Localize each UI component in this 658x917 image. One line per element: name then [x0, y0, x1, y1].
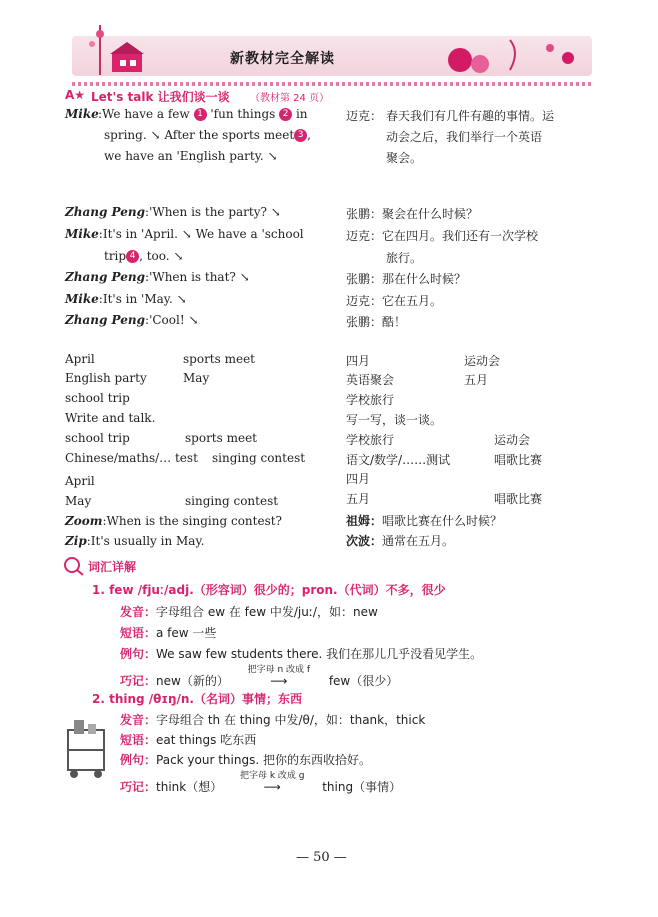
vocab-en: school trip [65, 431, 130, 445]
vocab-cn: 祖姆：唱歌比赛在什么时候？ [346, 514, 503, 528]
vocab-en: singing contest [212, 451, 306, 465]
vocab-en: Zip:It's usually in May. [65, 534, 205, 548]
vocab-cn: 四月 [346, 472, 371, 486]
vocab-en: Zoom:When is the singing contest? [65, 514, 282, 528]
cn-speaker: 迈克： [346, 109, 383, 123]
vocab-en: singing contest [185, 494, 279, 508]
word-tip: 巧记：new（新的） 把字母 n 改成 f ⟶ few（很少） [120, 665, 399, 688]
vocab-cn: 五月 [346, 492, 371, 506]
cart-illustration [62, 712, 112, 780]
section-ref: （教材第 24 页） [250, 93, 330, 104]
cn-line: 张鹏：酷！ [346, 315, 407, 329]
word-phrase: 短语：a few 一些 [120, 626, 217, 640]
word-pron: 发音：字母组合 ew 在 few 中发/juː/，如：new [120, 605, 378, 619]
vocab-en: sports meet [185, 431, 257, 445]
dialog-line: spring. ↘ After the sports meet 3 , [104, 128, 311, 142]
vocab-cn: 英语聚会 [346, 373, 395, 387]
dialog-line: trip 4 , too. ↘ [104, 249, 184, 263]
section-marker: A★ [65, 88, 86, 102]
header-title: 新教材完全解读 [230, 51, 335, 67]
header-dots [72, 82, 592, 86]
cn-line: 聚会。 [386, 151, 423, 165]
dialog-line: Mike:It's in 'April. ↘ We have a 'school [65, 227, 304, 241]
word-tip: 巧记：think（想） 把字母 k 改成 g ⟶ thing（事情） [120, 771, 402, 794]
word-entry-thing: 2. thing /θɪŋ/n.（名词）事情；东西 [92, 692, 302, 706]
word-entry-few: 1. few /fjuː/adj.（形容词）很少的；pron.（代词）不多，很少 [92, 583, 446, 597]
vocab-en: April [65, 474, 95, 488]
word-example: 例句：Pack your things. 把你的东西收拾好。 [120, 753, 371, 767]
cn-line: 迈克：它在四月。我们还有一次学校 [346, 229, 539, 243]
cn-line: 旅行。 [386, 251, 423, 265]
vocab-cn: 唱歌比赛 [494, 492, 543, 506]
magnifier-icon [62, 555, 86, 577]
vocab-cn: 唱歌比赛 [494, 453, 543, 467]
word-example: 例句：We saw few students there. 我们在那儿几乎没看见学生。 [120, 647, 483, 661]
vocab-en: Write and talk. [65, 411, 156, 425]
cn-line: 春天我们有几件有趣的事情。运 [386, 109, 555, 123]
vocab-cn: 学校旅行 [346, 393, 395, 407]
section-title: Let's talk 让我们谈一谈 [91, 90, 230, 104]
cn-line: 迈克：它在五月。 [346, 294, 443, 308]
vocab-cn: 学校旅行 [346, 433, 395, 447]
vocab-en: English party [65, 371, 147, 385]
dialog-line: Mike:It's in 'May. ↘ [65, 292, 187, 306]
dialog-line: Zhang Peng:'When is the party? ↘ [65, 205, 281, 219]
dialog-line: Zhang Peng:'When is that? ↘ [65, 270, 250, 284]
vocab-cn: 运动会 [464, 354, 501, 368]
vocab-en: sports meet [183, 352, 255, 366]
cn-line: 张鹏：聚会在什么时候？ [346, 207, 479, 221]
speaker-mike: Mike [65, 107, 99, 121]
vocab-detail-heading: 词汇详解 [88, 560, 137, 574]
vocab-en: school trip [65, 391, 130, 405]
vocab-cn: 语文/数学/……测试 [346, 453, 451, 467]
vocab-cn: 次波：通常在五月。 [346, 534, 455, 548]
vocab-en: May [65, 494, 92, 508]
cn-line: 张鹏：那在什么时候？ [346, 272, 467, 286]
flower-decoration [440, 30, 590, 80]
vocab-en: April [65, 352, 95, 366]
page-number: — 50 — [296, 850, 347, 865]
vocab-en: May [183, 371, 210, 385]
dialog-line: Zhang Peng:'Cool! ↘ [65, 313, 199, 327]
cn-line: 动会之后，我们举行一个英语 [386, 130, 543, 144]
vocab-cn: 写一写，谈一谈。 [346, 413, 443, 427]
vocab-cn: 四月 [346, 354, 371, 368]
vocab-cn: 五月 [464, 373, 489, 387]
house-tree-illustration [72, 20, 162, 80]
word-phrase: 短语：eat things 吃东西 [120, 733, 257, 747]
dialog-line: we have an 'English party. ↘ [104, 149, 278, 163]
vocab-en: Chinese/maths/… test [65, 451, 198, 465]
vocab-cn: 运动会 [494, 433, 531, 447]
dialog-line: :We have a few 1 'fun things 2 in [98, 107, 308, 121]
word-pron: 发音：字母组合 th 在 thing 中发/θ/，如：thank，thick [120, 713, 426, 727]
